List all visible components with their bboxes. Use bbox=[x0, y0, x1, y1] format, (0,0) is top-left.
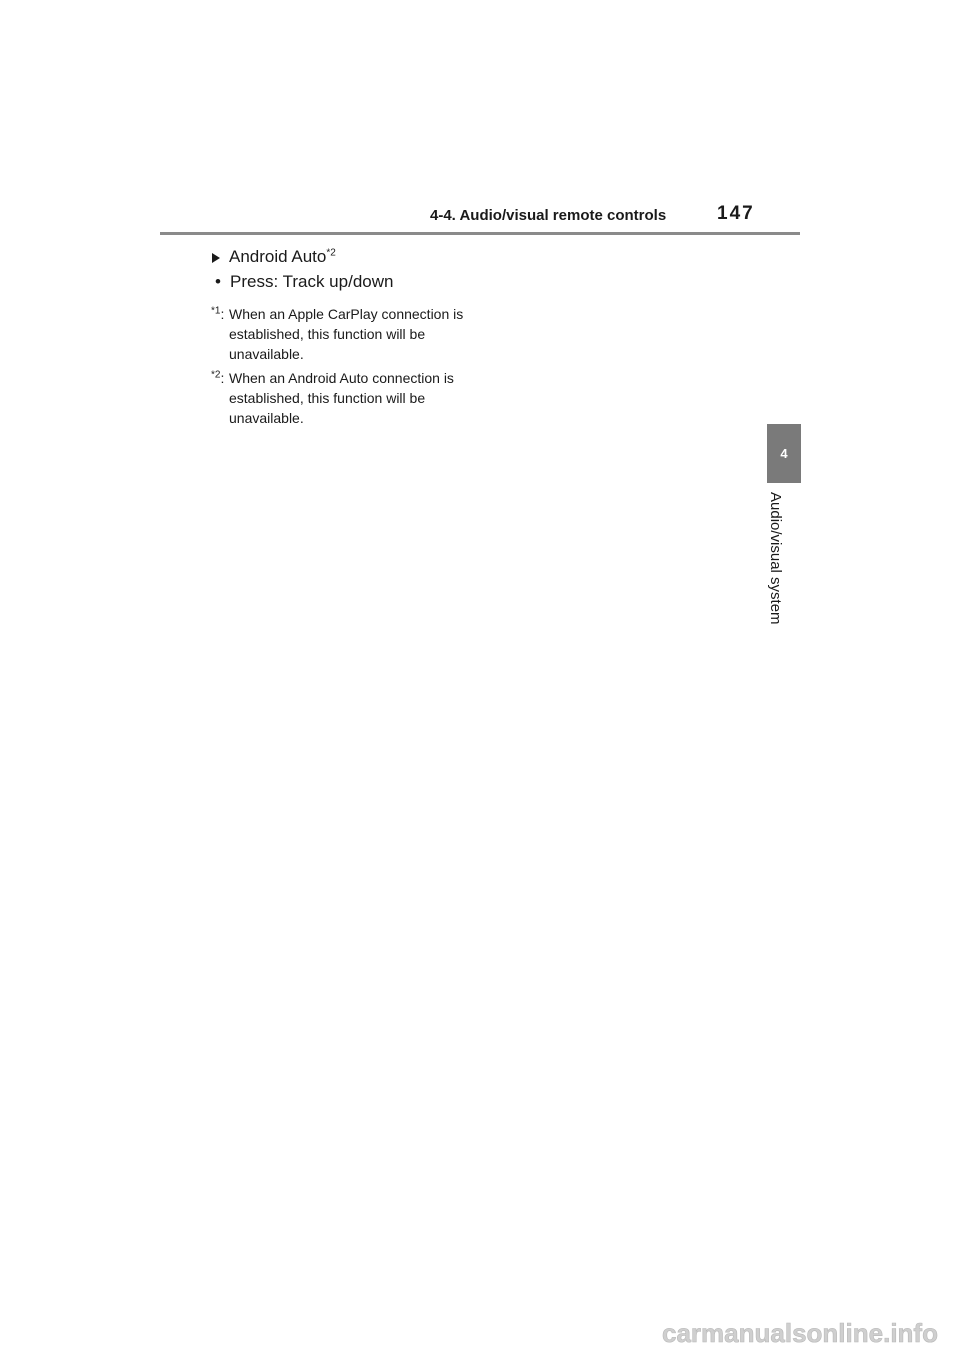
chapter-tab[interactable] bbox=[767, 424, 801, 483]
footnote: $^{*1}$: When an Apple CarPlay connection is established, this function will be unavailable. bbox=[211, 304, 471, 364]
bullet-dot-icon: • bbox=[215, 272, 221, 291]
chapter-number: 4 bbox=[780, 446, 788, 461]
heading-text: Android Auto bbox=[229, 247, 327, 266]
bullet-item bbox=[215, 270, 471, 294]
bullet-text: Press: Track up/down bbox=[230, 272, 394, 291]
watermark-text: carmanualsonline.info bbox=[662, 1320, 938, 1348]
section-title: 4-4. Audio/visual remote controls bbox=[430, 207, 667, 224]
heading-footnote-ref: *2 bbox=[326, 247, 336, 259]
triangle-bullet-icon bbox=[212, 253, 220, 263]
footnote-text: When an Android Auto connection is established, this function will be unavailable. bbox=[229, 370, 454, 426]
subsection-heading bbox=[211, 244, 471, 270]
footnotes bbox=[211, 304, 471, 428]
header-rule bbox=[160, 232, 800, 235]
watermark-logo bbox=[647, 1320, 953, 1348]
chapter-title: Audio/visual system bbox=[767, 492, 784, 625]
page-number: 147 bbox=[717, 203, 755, 224]
footnote-mark: *2 bbox=[211, 369, 221, 381]
footnote: $^{*2}$: When an Android Auto connection is established, this function will be unavailable. bbox=[211, 368, 471, 428]
main-content bbox=[211, 244, 471, 432]
footnote-text: When an Apple CarPlay connection is established, this function will be unavailable. bbox=[229, 306, 464, 362]
footnote-mark: *1 bbox=[211, 305, 221, 317]
